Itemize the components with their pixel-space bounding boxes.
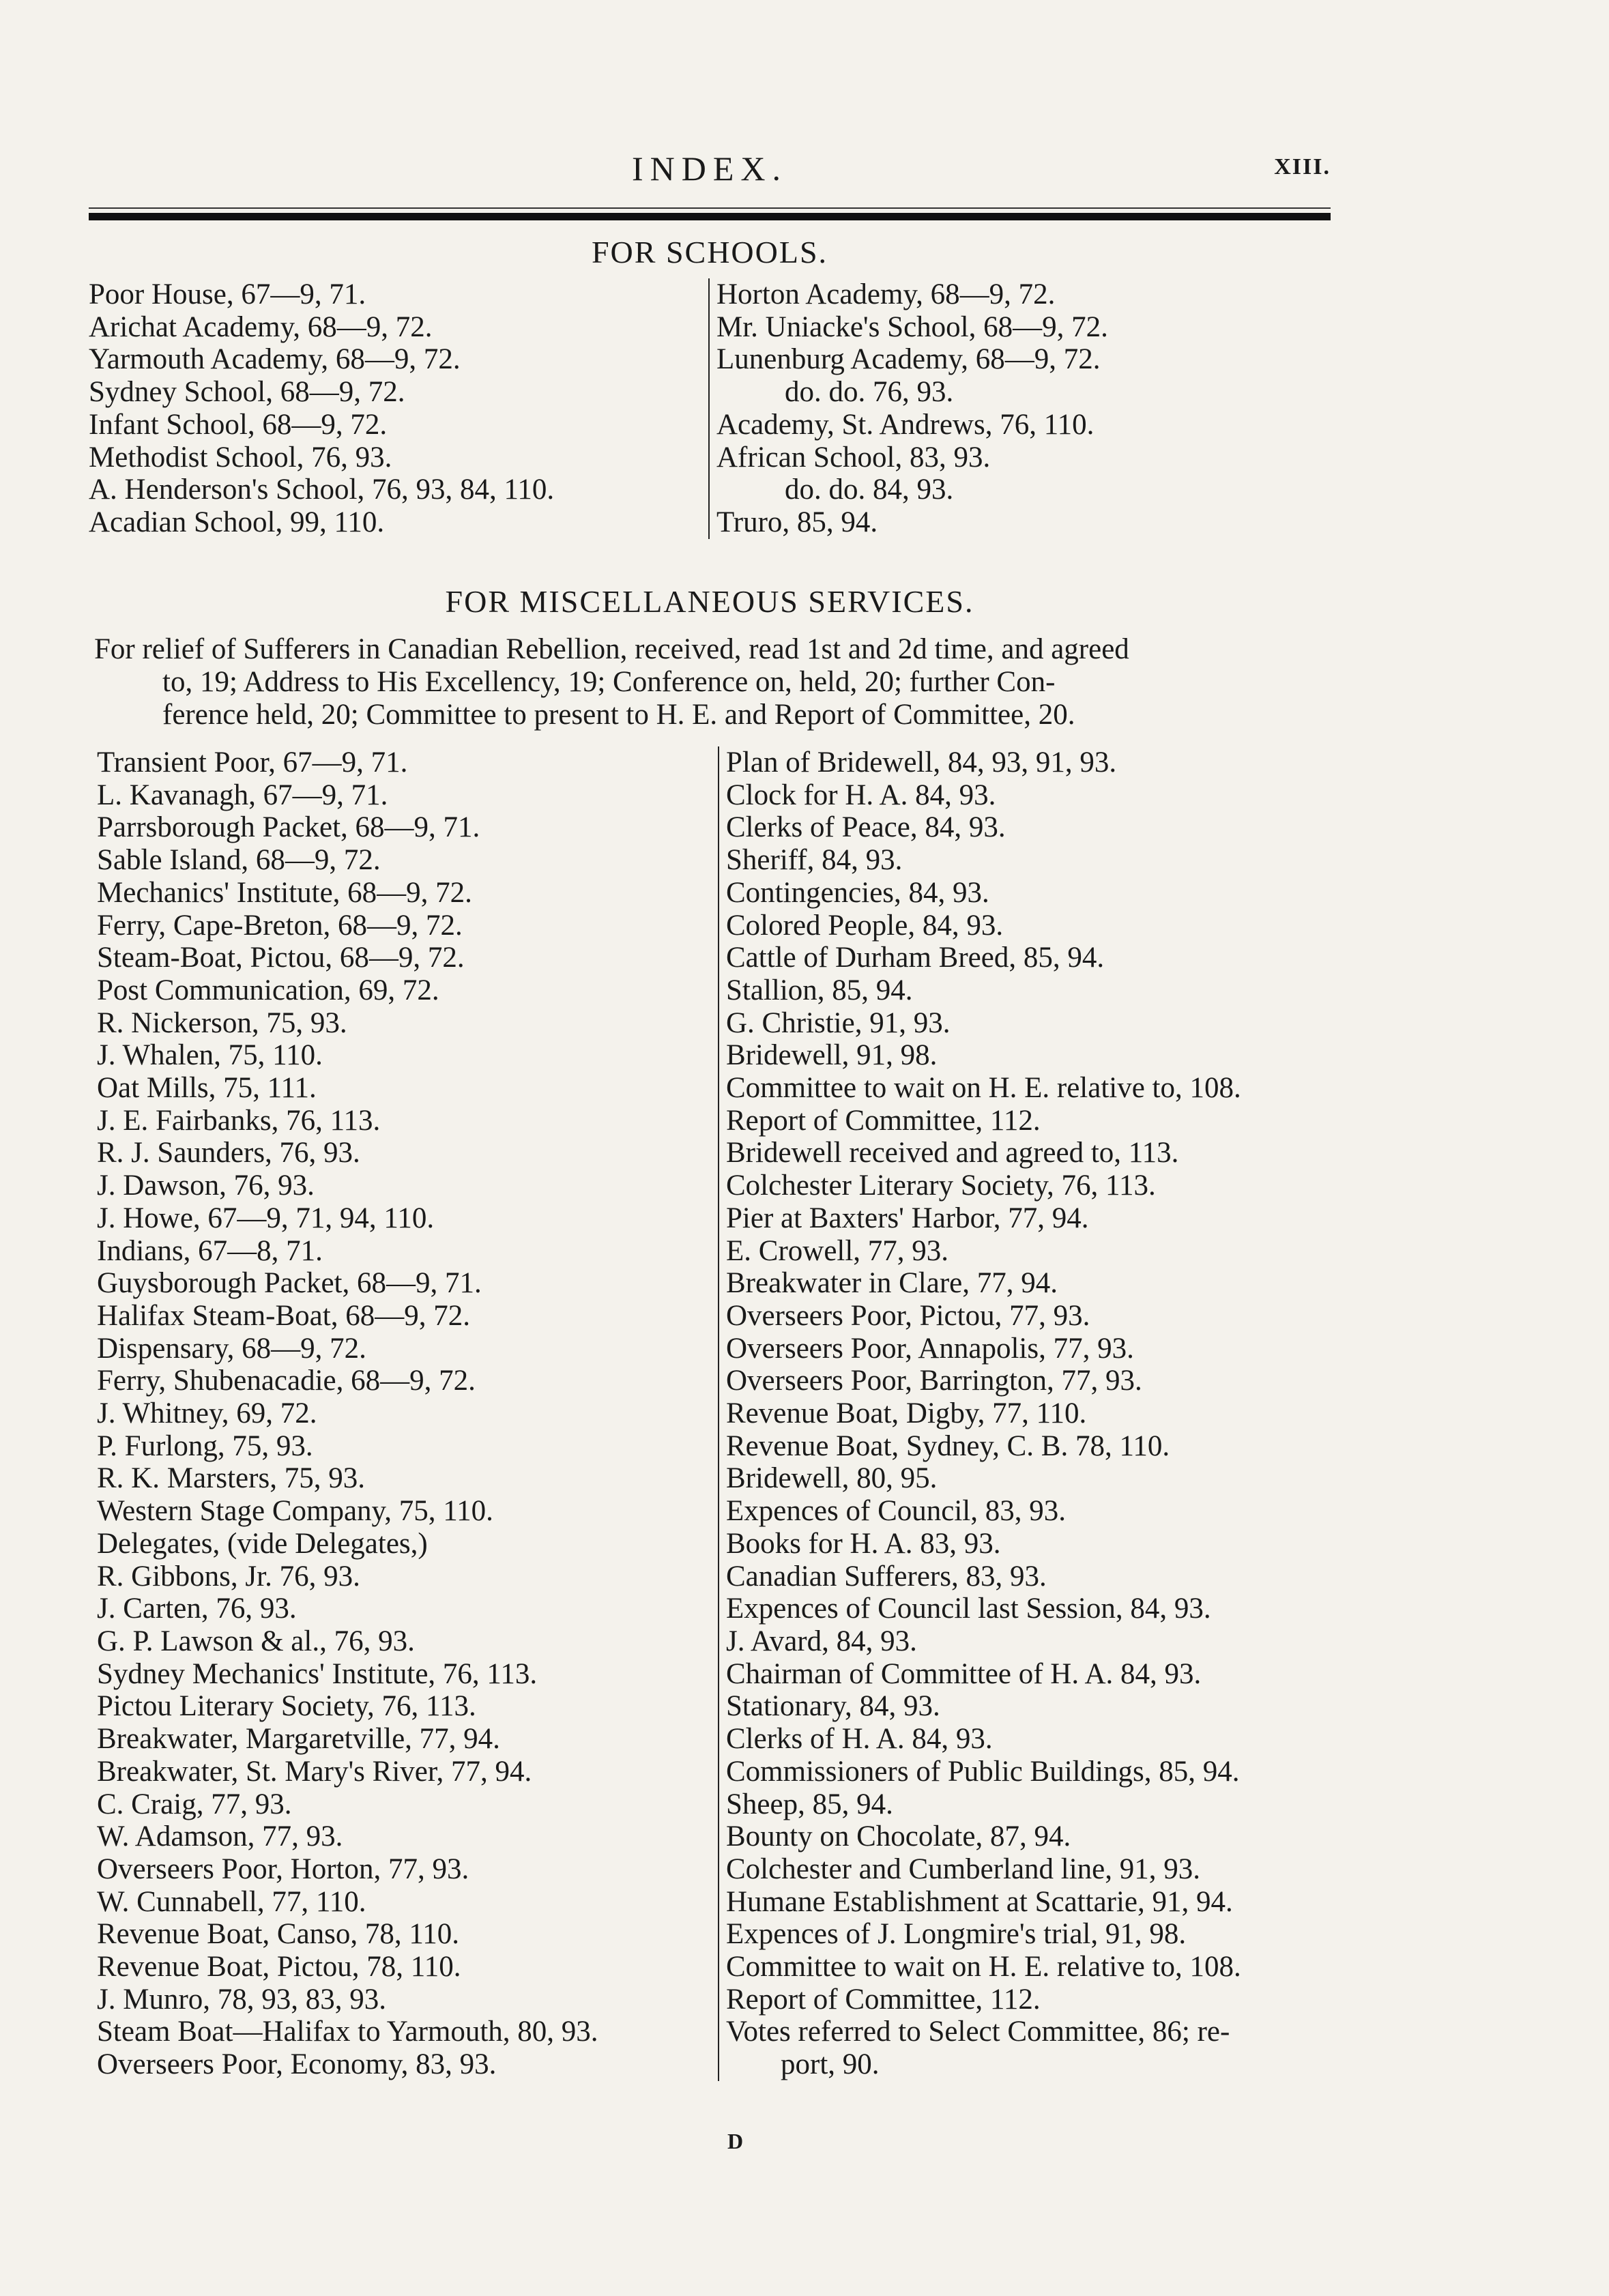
index-entry: R. K. Marsters, 75, 93. bbox=[97, 1462, 365, 1495]
page-title: INDEX. bbox=[631, 149, 788, 188]
index-entry: J. Howe, 67—9, 71, 94, 110. bbox=[97, 1202, 435, 1234]
index-entry: Sheep, 85, 94. bbox=[726, 1788, 893, 1820]
index-entry: Stallion, 85, 94. bbox=[726, 974, 913, 1006]
index-entry: Horton Academy, 68—9, 72. bbox=[716, 278, 1056, 310]
index-entry: Breakwater, Margaretville, 77, 94. bbox=[97, 1723, 500, 1756]
index-entry: Expences of Council, 83, 93. bbox=[726, 1495, 1066, 1528]
signature-mark: D bbox=[727, 2129, 744, 2153]
index-entry: Clerks of H. A. 84, 93. bbox=[726, 1723, 993, 1756]
index-entry: Breakwater in Clare, 77, 94. bbox=[726, 1267, 1058, 1300]
index-entry: Expences of J. Longmire's trial, 91, 98. bbox=[726, 1918, 1187, 1951]
index-entry: Transient Poor, 67—9, 71. bbox=[97, 746, 408, 779]
index-entry: W. Cunnabell, 77, 110. bbox=[97, 1885, 366, 1918]
header-rule-thick bbox=[89, 213, 1331, 220]
index-entry: Ferry, Cape-Breton, 68—9, 72. bbox=[97, 909, 463, 942]
index-entry: Acadian School, 99, 110. bbox=[89, 506, 385, 538]
index-entry: Dispensary, 68—9, 72. bbox=[97, 1332, 366, 1365]
index-entry: Mechanics' Institute, 68—9, 72. bbox=[97, 876, 472, 909]
index-entry: Bounty on Chocolate, 87, 94. bbox=[726, 1820, 1071, 1853]
index-entry: Expences of Council last Session, 84, 93. bbox=[726, 1593, 1211, 1625]
index-entry: J. Carten, 76, 93. bbox=[97, 1593, 297, 1625]
index-entry: Revenue Boat, Pictou, 78, 110. bbox=[97, 1951, 461, 1983]
index-entry: Revenue Boat, Digby, 77, 110. bbox=[726, 1397, 1087, 1430]
index-entry: Bridewell, 80, 95. bbox=[726, 1462, 938, 1495]
index-entry: Sheriff, 84, 93. bbox=[726, 844, 903, 877]
index-entry: Parrsborough Packet, 68—9, 71. bbox=[97, 811, 480, 844]
index-entry: Academy, St. Andrews, 76, 110. bbox=[716, 408, 1095, 441]
index-entry: Humane Establishment at Scattarie, 91, 94. bbox=[726, 1885, 1233, 1918]
index-entry: Report of Committee, 112. bbox=[726, 1983, 1041, 2016]
index-entry: Steam-Boat, Pictou, 68—9, 72. bbox=[97, 942, 465, 974]
index-entry: J. Avard, 84, 93. bbox=[726, 1625, 917, 1657]
index-entry: Pictou Literary Society, 76, 113. bbox=[97, 1690, 476, 1723]
index-entry: Books for H. A. 83, 93. bbox=[726, 1527, 1001, 1560]
section-heading-misc: FOR MISCELLANEOUS SERVICES. bbox=[445, 584, 974, 619]
index-entry: J. Dawson, 76, 93. bbox=[97, 1169, 315, 1202]
index-entry: Revenue Boat, Canso, 78, 110. bbox=[97, 1918, 460, 1951]
misc-intro-paragraph bbox=[94, 633, 1343, 731]
index-entry: Colchester Literary Society, 76, 113. bbox=[726, 1169, 1156, 1202]
misc-left-column bbox=[97, 746, 598, 2081]
index-entry: Committee to wait on H. E. relative to, 108. bbox=[726, 1951, 1241, 1983]
index-entry: J. Munro, 78, 93, 83, 93. bbox=[97, 1983, 387, 2016]
index-entry: Pier at Baxters' Harbor, 77, 94. bbox=[726, 1202, 1089, 1234]
running-head bbox=[89, 149, 1331, 190]
index-entry: W. Adamson, 77, 93. bbox=[97, 1820, 343, 1853]
index-entry: Methodist School, 76, 93. bbox=[89, 441, 392, 474]
index-entry: Clock for H. A. 84, 93. bbox=[726, 779, 996, 811]
index-entry: P. Furlong, 75, 93. bbox=[97, 1429, 313, 1462]
index-entry: Sable Island, 68—9, 72. bbox=[97, 844, 381, 877]
section-heading-schools: FOR SCHOOLS. bbox=[591, 235, 828, 270]
schools-left-column bbox=[89, 278, 554, 539]
index-entry: J. Whitney, 69, 72. bbox=[97, 1397, 317, 1430]
index-entry: Steam Boat—Halifax to Yarmouth, 80, 93. bbox=[97, 2016, 598, 2048]
index-entry: Cattle of Durham Breed, 85, 94. bbox=[726, 942, 1105, 974]
index-entry: Overseers Poor, Pictou, 77, 93. bbox=[726, 1299, 1090, 1332]
index-entry: Oat Mills, 75, 111. bbox=[97, 1072, 317, 1105]
index-entry: Bridewell, 91, 98. bbox=[726, 1039, 938, 1072]
index-entry: J. Whalen, 75, 110. bbox=[97, 1039, 323, 1072]
index-entry: Overseers Poor, Annapolis, 77, 93. bbox=[726, 1332, 1134, 1365]
schools-right-column bbox=[708, 278, 1108, 539]
index-entry: Sydney School, 68—9, 72. bbox=[89, 376, 405, 409]
index-entry: do. do. 84, 93. bbox=[785, 474, 954, 506]
paragraph-line: ference held, 20; Committee to present to H. E. and Report of Committee, 20. bbox=[162, 699, 1075, 731]
index-entry: Infant School, 68—9, 72. bbox=[89, 408, 388, 441]
misc-right-column bbox=[718, 746, 1241, 2081]
index-entry: Revenue Boat, Sydney, C. B. 78, 110. bbox=[726, 1429, 1170, 1462]
index-entry: Overseers Poor, Barrington, 77, 93. bbox=[726, 1365, 1142, 1397]
index-entry: Bridewell received and agreed to, 113. bbox=[726, 1137, 1179, 1169]
index-entry: Canadian Sufferers, 83, 93. bbox=[726, 1560, 1047, 1593]
index-entry: C. Craig, 77, 93. bbox=[97, 1788, 292, 1820]
index-entry: Plan of Bridewell, 84, 93, 91, 93. bbox=[726, 746, 1117, 779]
index-entry: Commissioners of Public Buildings, 85, 94. bbox=[726, 1755, 1240, 1788]
index-entry: Delegates, (vide Delegates,) bbox=[97, 1527, 428, 1560]
index-entry: Yarmouth Academy, 68—9, 72. bbox=[89, 343, 461, 376]
index-entry: Indians, 67—8, 71. bbox=[97, 1234, 323, 1267]
index-entry: Report of Committee, 112. bbox=[726, 1104, 1041, 1137]
index-entry: Overseers Poor, Horton, 77, 93. bbox=[97, 1852, 469, 1885]
index-entry: African School, 83, 93. bbox=[716, 441, 991, 474]
index-entry: Arichat Academy, 68—9, 72. bbox=[89, 310, 433, 343]
index-entry: Poor House, 67—9, 71. bbox=[89, 278, 366, 310]
index-entry: Ferry, Shubenacadie, 68—9, 72. bbox=[97, 1365, 476, 1397]
index-entry: Truro, 85, 94. bbox=[716, 506, 878, 538]
index-entry: Chairman of Committee of H. A. 84, 93. bbox=[726, 1657, 1202, 1690]
index-entry: A. Henderson's School, 76, 93, 84, 110. bbox=[89, 474, 555, 506]
index-entry: Post Communication, 69, 72. bbox=[97, 974, 439, 1006]
index-entry: Votes referred to Select Committee, 86; re- bbox=[726, 2016, 1230, 2048]
index-entry: R. Gibbons, Jr. 76, 93. bbox=[97, 1560, 360, 1593]
index-entry: Overseers Poor, Economy, 83, 93. bbox=[97, 2048, 497, 2081]
index-entry: do. do. 76, 93. bbox=[785, 376, 954, 409]
index-entry: Halifax Steam-Boat, 68—9, 72. bbox=[97, 1299, 470, 1332]
index-entry: Breakwater, St. Mary's River, 77, 94. bbox=[97, 1755, 532, 1788]
index-entry: Mr. Uniacke's School, 68—9, 72. bbox=[716, 310, 1108, 343]
index-entry: Committee to wait on H. E. relative to, 108. bbox=[726, 1072, 1241, 1105]
index-entry: Western Stage Company, 75, 110. bbox=[97, 1495, 493, 1528]
index-entry: L. Kavanagh, 67—9, 71. bbox=[97, 779, 388, 811]
paragraph-line: For relief of Sufferers in Canadian Rebellion, received, read 1st and 2d time, and agreed bbox=[94, 633, 1129, 665]
index-entry: Sydney Mechanics' Institute, 76, 113. bbox=[97, 1657, 538, 1690]
index-entry: Lunenburg Academy, 68—9, 72. bbox=[716, 343, 1101, 376]
index-entry: E. Crowell, 77, 93. bbox=[726, 1234, 949, 1267]
header-rule-thin bbox=[89, 207, 1331, 209]
paragraph-line: to, 19; Address to His Excellency, 19; Conference on, held, 20; further Con- bbox=[162, 666, 1056, 698]
index-entry: G. P. Lawson & al., 76, 93. bbox=[97, 1625, 415, 1657]
index-entry: port, 90. bbox=[781, 2048, 880, 2081]
index-entry: Colchester and Cumberland line, 91, 93. bbox=[726, 1852, 1201, 1885]
index-entry: R. J. Saunders, 76, 93. bbox=[97, 1137, 360, 1169]
index-entry: G. Christie, 91, 93. bbox=[726, 1006, 951, 1039]
page-number: XIII. bbox=[1274, 154, 1331, 179]
index-entry: J. E. Fairbanks, 76, 113. bbox=[97, 1104, 381, 1137]
index-entry: Guysborough Packet, 68—9, 71. bbox=[97, 1267, 482, 1300]
index-entry: Stationary, 84, 93. bbox=[726, 1690, 940, 1723]
index-entry: Colored People, 84, 93. bbox=[726, 909, 1004, 942]
index-entry: Clerks of Peace, 84, 93. bbox=[726, 811, 1006, 844]
index-entry: Contingencies, 84, 93. bbox=[726, 876, 989, 909]
index-entry: R. Nickerson, 75, 93. bbox=[97, 1006, 347, 1039]
